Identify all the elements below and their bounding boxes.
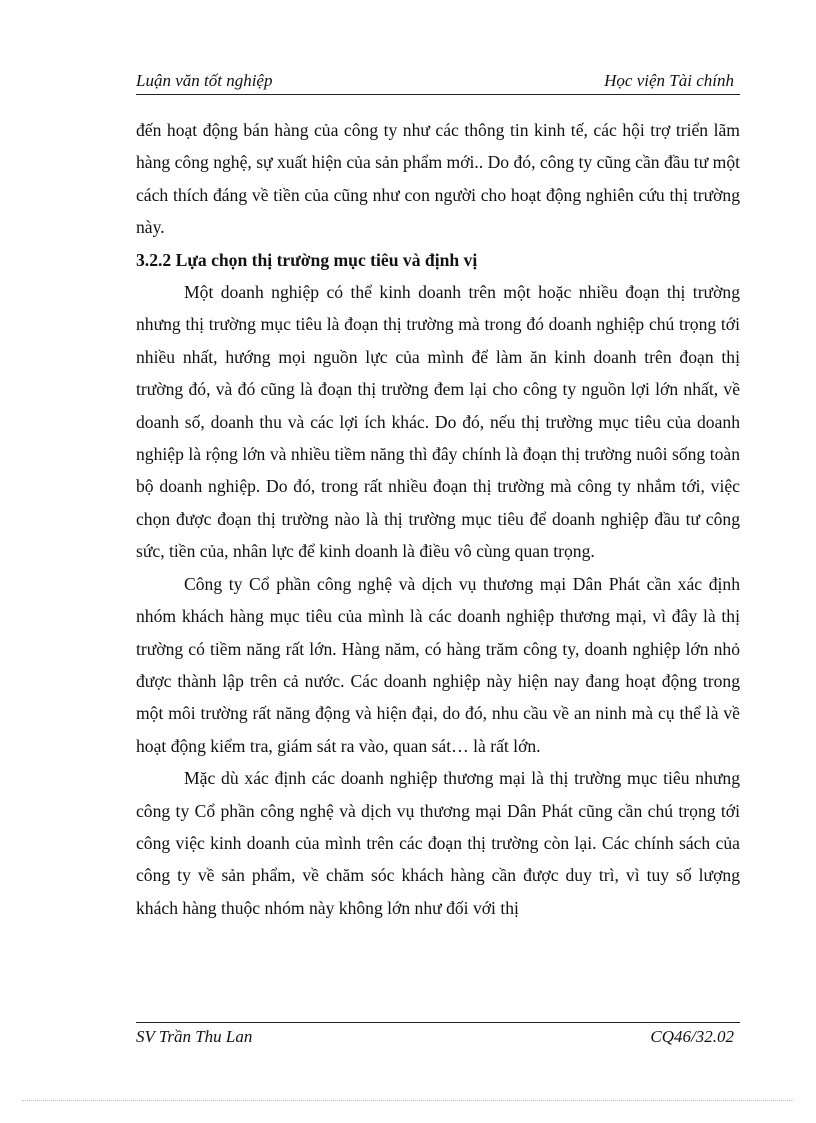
section-heading: 3.2.2 Lựa chọn thị trường mục tiêu và định vị [136, 249, 478, 270]
header-title: Luận văn tốt nghiệp [136, 71, 273, 90]
footer-student: SV Trần Thu Lan [136, 1027, 253, 1046]
paragraph-continued: đến hoạt động bán hàng của công ty như các thông tin kinh tế, các hội trợ triển lãm hàng công nghệ, sự xuất hiện của sản phẩm mới.. Do đó, công ty cũng cần đầu tư một cách thích đáng về tiền của cũng như con người cho hoạt động nghiên cứu thị trường này. [136, 120, 740, 238]
header-institution: Học viện Tài chính [604, 71, 734, 90]
page-header [136, 70, 740, 95]
paragraph-other-segments: Mặc dù xác định các doanh nghiệp thương mại là thị trường mục tiêu nhưng công ty Cổ phần công nghệ và dịch vụ thương mại Dân Phát cũng cần chú trọng tới công việc kinh doanh của mình trên các đoạn thị trường còn lại. Các chính sách của công ty về sản phẩm, về chăm sóc khách hàng cần được duy trì, vì tuy số lượng khách hàng thuộc nhóm này không lớn như đối với thị [136, 768, 740, 918]
footer-class-code: CQ46/32.02 [650, 1027, 734, 1046]
paragraph-customer-group: Công ty Cổ phần công nghệ và dịch vụ thương mại Dân Phát cần xác định nhóm khách hàng mục tiêu của mình là các doanh nghiệp thương mại, vì đây là thị trường có tiềm năng rất lớn. Hàng năm, có hàng trăm công ty, doanh nghiệp lớn nhỏ được thành lập trên cả nước. Các doanh nghiệp này hiện nay đang hoạt động trong một môi trường rất năng động và hiện đại, do đó, nhu cầu về an ninh mà cụ thể là về hoạt động kiểm tra, giám sát ra vào, quan sát… là rất lớn. [136, 573, 740, 756]
page-footer [136, 1022, 740, 1049]
document-body [136, 114, 740, 924]
page-bottom-divider [22, 1100, 794, 1101]
paragraph-target-market: Một doanh nghiệp có thể kinh doanh trên một hoặc nhiều đoạn thị trường nhưng thị trường mục tiêu là đoạn thị trường mà trong đó doanh nghiệp chú trọng tới nhiều nhất, hướng mọi nguồn lực của mình để làm ăn kinh doanh trên đoạn thị trường đó, và đó cũng là đoạn thị trường đem lại cho công ty nguồn lợi lớn nhất, về doanh số, doanh thu và các lợi ích khác. Do đó, nếu thị trường mục tiêu của doanh nghiệp là rộng lớn và nhiều tiềm năng thì đây chính là đoạn thị trường nuôi sống toàn bộ doanh nghiệp. Do đó, trong rất nhiều đoạn thị trường mà công ty nhắm tới, việc chọn được đoạn thị trường nào là thị trường mục tiêu để doanh nghiệp đầu tư công sức, tiền của, nhân lực để kinh doanh là điều vô cùng quan trọng. [136, 282, 740, 562]
